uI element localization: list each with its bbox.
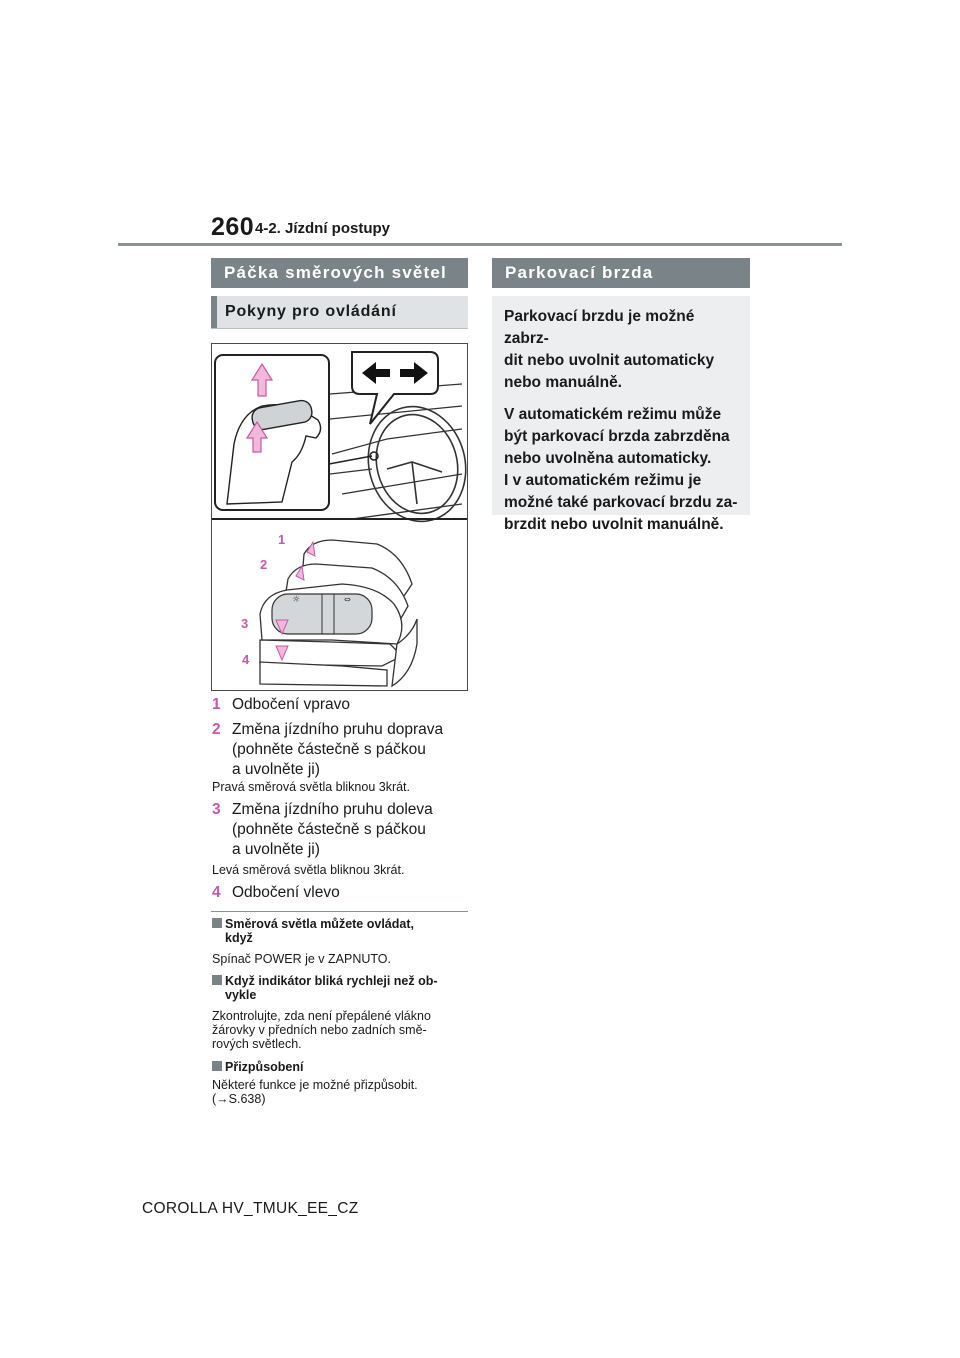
bullet-square-icon: [212, 918, 222, 928]
light-symbol-icon: ☼: [292, 595, 301, 605]
step-text: Změna jízdního pruhu doleva (pohněte částečně s páčkou a uvolněte ji): [232, 801, 433, 858]
step-number: 4: [212, 884, 221, 901]
figure-label-1: 1: [278, 532, 286, 547]
note-body-customization: Některé funkce je možné přizpůsobit. (→S.638): [212, 1078, 472, 1106]
header-rule: [118, 243, 842, 246]
note-heading-customization: Přizpůsobení: [212, 1060, 472, 1074]
note-heading-fast-blink: Když indikátor bliká rychleji než ob- vykle: [212, 974, 472, 1002]
bullet-square-icon: [212, 975, 222, 985]
signal-symbol-icon: ⇔: [344, 595, 351, 604]
figure-label-3: 3: [241, 616, 249, 631]
notes-rule: [211, 911, 468, 912]
footer-model-code: COROLLA HV_TMUK_EE_CZ: [142, 1200, 359, 1217]
page-reference-link[interactable]: (→S.638): [212, 1092, 266, 1106]
step-text: Změna jízdního pruhu doprava (pohněte částečně s páčkou a uvolněte ji): [232, 721, 444, 778]
step-number: 1: [212, 696, 221, 713]
dashboard-lines: [330, 384, 462, 519]
step-number: 3: [212, 801, 221, 818]
section-title: 4-2. Jízdní postupy: [255, 220, 391, 237]
step-3-note: Levá směrová světla bliknou 3krát.: [212, 863, 405, 877]
step-text: Odbočení vlevo: [232, 884, 340, 901]
figure-label-4: 4: [242, 652, 250, 667]
subheading-marker: [211, 296, 217, 328]
turn-signal-lever-heading: Páčka směrových světel: [211, 258, 468, 288]
note-body-fast-blink: Zkontrolujte, zda není přepálené vlákno žárovky v předních nebo zadních smě- rových světlech.: [212, 1009, 431, 1051]
callout-line: [329, 456, 372, 464]
step-number: 2: [212, 721, 221, 738]
page-number: 260: [211, 213, 255, 241]
step-2-note: Pravá směrová světla bliknou 3krát.: [212, 780, 411, 794]
step-text: Odbočení vpravo: [232, 696, 351, 713]
lever-diagram: [212, 344, 467, 690]
subheading-rule: [211, 328, 468, 329]
note-body-power: Spínač POWER je v ZAPNUTO.: [212, 952, 391, 966]
parking-brake-info-box: [492, 296, 750, 533]
bullet-square-icon: [212, 1061, 222, 1071]
figure-label-2: 2: [260, 557, 268, 572]
parking-brake-paragraph-1: Parkovací brzdu je možné zabrz- dit nebo uvolnit automaticky nebo manuálně.: [504, 308, 715, 391]
parking-brake-heading: Parkovací brzda: [492, 258, 750, 288]
parking-brake-paragraph-2: V automatickém režimu může být parkovací brzda zabrzděna nebo uvolněna automaticky. I v automatickém režimu je možné také parkovací brzdu za- brzdit nebo uvolnit manuálně.: [504, 406, 738, 533]
note-heading-power: Směrová světla můžete ovládat, když: [212, 917, 472, 945]
operating-instructions-heading: Pokyny pro ovládání: [211, 296, 468, 328]
turn-signal-lever-illustration: [211, 343, 468, 691]
